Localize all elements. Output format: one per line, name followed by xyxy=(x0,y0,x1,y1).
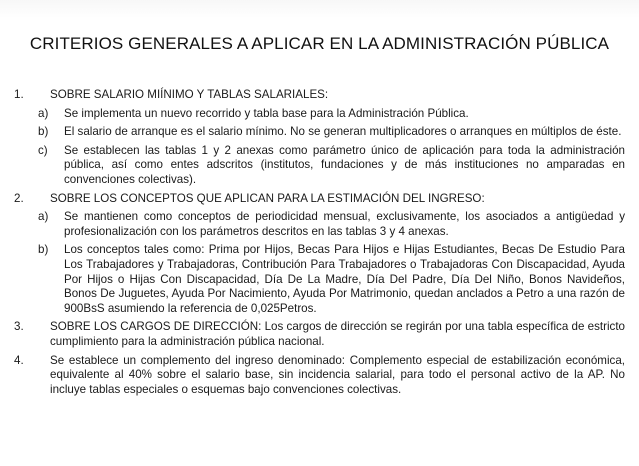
section-heading: SOBRE LOS CONCEPTOS QUE APLICAN PARA LA ESTIMACIÓN DEL INGRESO: xyxy=(50,191,485,205)
section-number: 1. xyxy=(14,88,24,101)
list-item xyxy=(38,243,625,316)
list-item xyxy=(38,107,625,122)
section-number: 4. xyxy=(14,353,24,367)
item-text: Se establecen las tablas 1 y 2 anexas como parámetro único de aplicación para toda la administración pública, así como entes adscritos (institutos, fundaciones y de más instituciones no amparadas en convenciones colectivas). xyxy=(64,143,625,186)
section-number: 2. xyxy=(14,191,24,205)
document-title: CRITERIOS GENERALES A APLICAR EN LA ADMINISTRACIÓN PÚBLICA xyxy=(29,34,610,53)
item-letter: b) xyxy=(38,243,49,257)
item-text: Se implementa un nuevo recorrido y tabla base para la Administración Pública. xyxy=(64,106,469,120)
item-text: Se mantienen como conceptos de periodicidad mensual, exclusivamente, los asociados a antigüedad y profesionalización con los parámetros descritos en las tablas 3 y 4 anexas. xyxy=(64,210,625,238)
section-4 xyxy=(14,354,625,398)
section-1 xyxy=(14,88,625,103)
item-letter: a) xyxy=(38,106,49,120)
section-2 xyxy=(14,192,625,207)
item-text: Los conceptos tales como: Prima por Hijos, Becas Para Hijos e Hijas Estudiantes, Becas De Estudio Para Los Trabajadores y Trabajadoras, Contribución Para Trabajadores o Trabajadoras Con Discapacidad, Ayuda Por Hijos o Hijas Con Discapacidad, Día De La Madre, Día Del Padre, Día Del Niño, Bonos Navideños, Bonos De Juguetes, Ayuda Por Nacimiento, Ayuda Por Matrimonio, quedan anclados a Petro a una razón de 900BsS asumiendo la referencia de 0,025Petros. xyxy=(64,243,625,315)
list-item xyxy=(38,210,625,239)
item-letter: c) xyxy=(38,143,48,157)
section-heading: SOBRE SALARIO MIÍNIMO Y TABLAS SALARIALES: xyxy=(50,88,329,101)
document-body xyxy=(14,88,625,401)
section-3 xyxy=(14,320,625,349)
list-item xyxy=(38,125,625,140)
section-heading: SOBRE LOS CARGOS DE DIRECCIÓN: Los cargos de dirección se regirán por una tabla específica de estricto cumplimiento para la administración pública nacional. xyxy=(50,320,625,348)
section-heading: Se establece un complemento del ingreso denominado: Complemento especial de estabilización económica, equivalente al 40% sobre el salario base, sin incidencia salarial, para todo el personal activo de la AP. No incluye tablas especiales o esquemas bajo convenciones colectivas. xyxy=(50,353,625,396)
item-letter: b) xyxy=(38,125,49,139)
section-number: 3. xyxy=(14,320,24,334)
list-item xyxy=(38,144,625,188)
item-text: El salario de arranque es el salario mínimo. No se generan multiplicadores o arranques en múltiplos de éste. xyxy=(64,125,622,139)
item-letter: a) xyxy=(38,210,49,224)
